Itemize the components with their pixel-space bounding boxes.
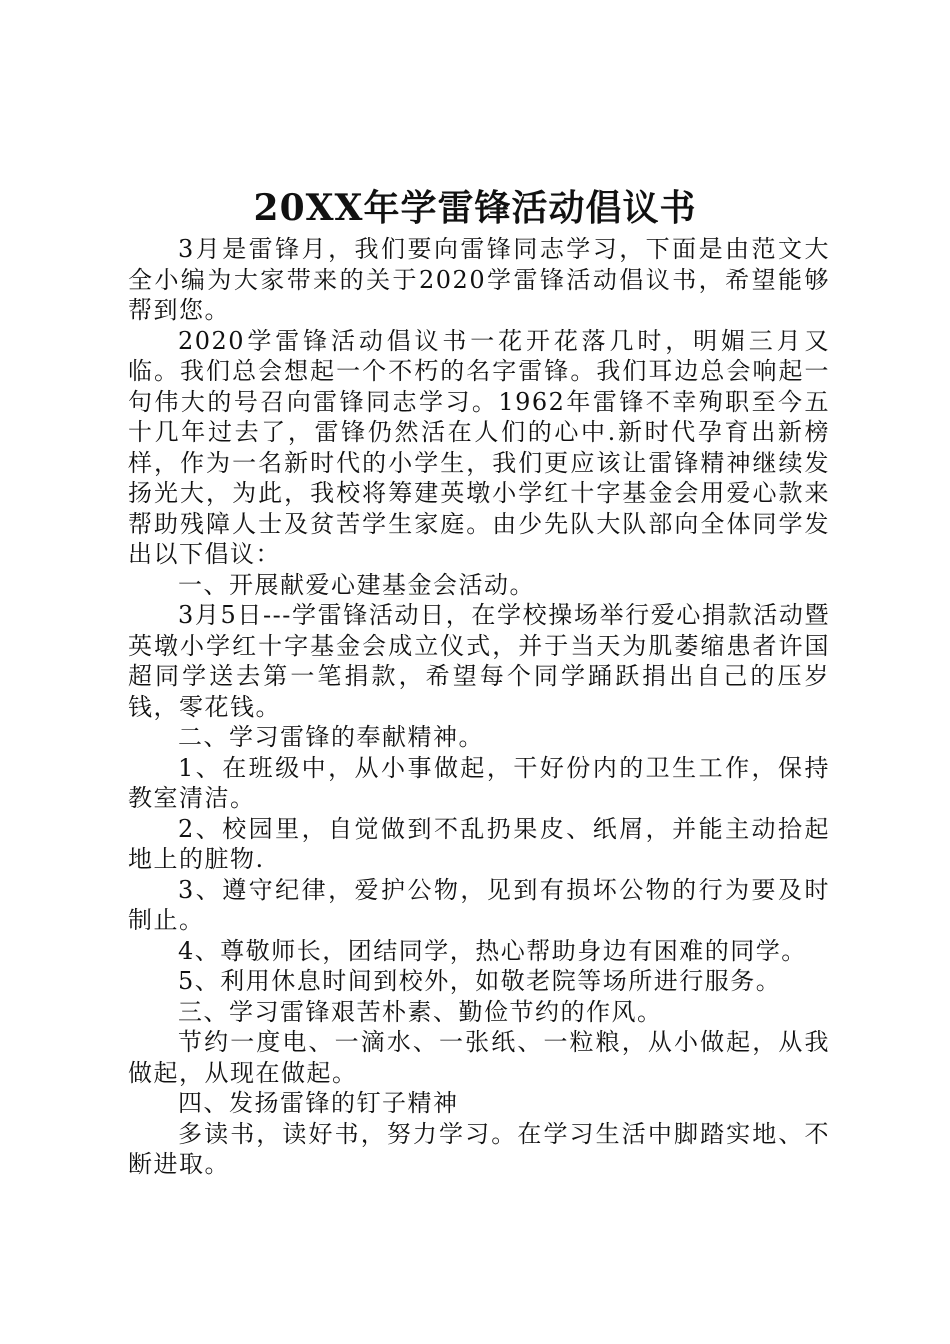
section-heading-2: 二、学习雷锋的奉献精神。 [178,723,484,751]
paragraph-study: 多读书，读好书，努力学习。在学习生活中脚踏实地、不断进取。 [128,1119,830,1178]
list-item-3: 3、遵守纪律，爱护公物，见到有损坏公物的行为要及时制止。 [128,875,830,934]
list-item-4: 4、尊敬师长，团结同学，热心帮助身边有困难的同学。 [178,936,807,965]
document-title: 20XX年学雷锋活动倡议书 [253,187,697,229]
list-item-5: 5、利用休息时间到校外，如敬老院等场所进行服务。 [178,967,782,995]
paragraph-donation: 3月5日---学雷锋活动日，在学校操场举行爱心捐款活动暨英墩小学红十字基金会成立仪式，并于当天为肌萎缩患者许国超同学送去第一笔捐款，希望每个同学踊跃捐出自己的压岁钱，零花钱。 [128,601,830,721]
paragraph-proposal: 2020学雷锋活动倡议书一花开花落几时，明媚三月又临。我们总会想起一个不朽的名字雷锋。我们耳边总会响起一句伟大的号召向雷锋同志学习。1962年雷锋不幸殉职至今五十几年过去了，雷锋仍然活在人们的心中.新时代孕育出新榜样，作为一名新时代的小学生，我们更应该让雷锋精神继续发扬光大，为此，我校将筹建英墩小学红十字基金会用爱心款来帮助残障人士及贫苦学生家庭。由少先队大队部向全体同学发出以下倡议： [128,326,830,568]
paragraph-intro: 3月是雷锋月，我们要向雷锋同志学习，下面是由范文大全小编为大家带来的关于2020学雷锋活动倡议书，希望能够帮到您。 [128,235,830,324]
section-heading-4: 四、发扬雷锋的钉子精神 [178,1089,459,1117]
list-item-2: 2、校园里，自觉做到不乱扔果皮、纸屑，并能主动拾起地上的脏物. [128,814,830,873]
section-heading-3: 三、学习雷锋艰苦朴素、勤俭节约的作风。 [178,997,663,1026]
list-item-1: 1、在班级中，从小事做起，干好份内的卫生工作，保持教室清洁。 [128,753,830,812]
section-heading-1: 一、开展献爱心建基金会活动。 [178,570,535,599]
paragraph-frugality: 节约一度电、一滴水、一张纸、一粒粮，从小做起，从我做起，从现在做起。 [128,1028,830,1087]
document-body [128,234,830,1180]
